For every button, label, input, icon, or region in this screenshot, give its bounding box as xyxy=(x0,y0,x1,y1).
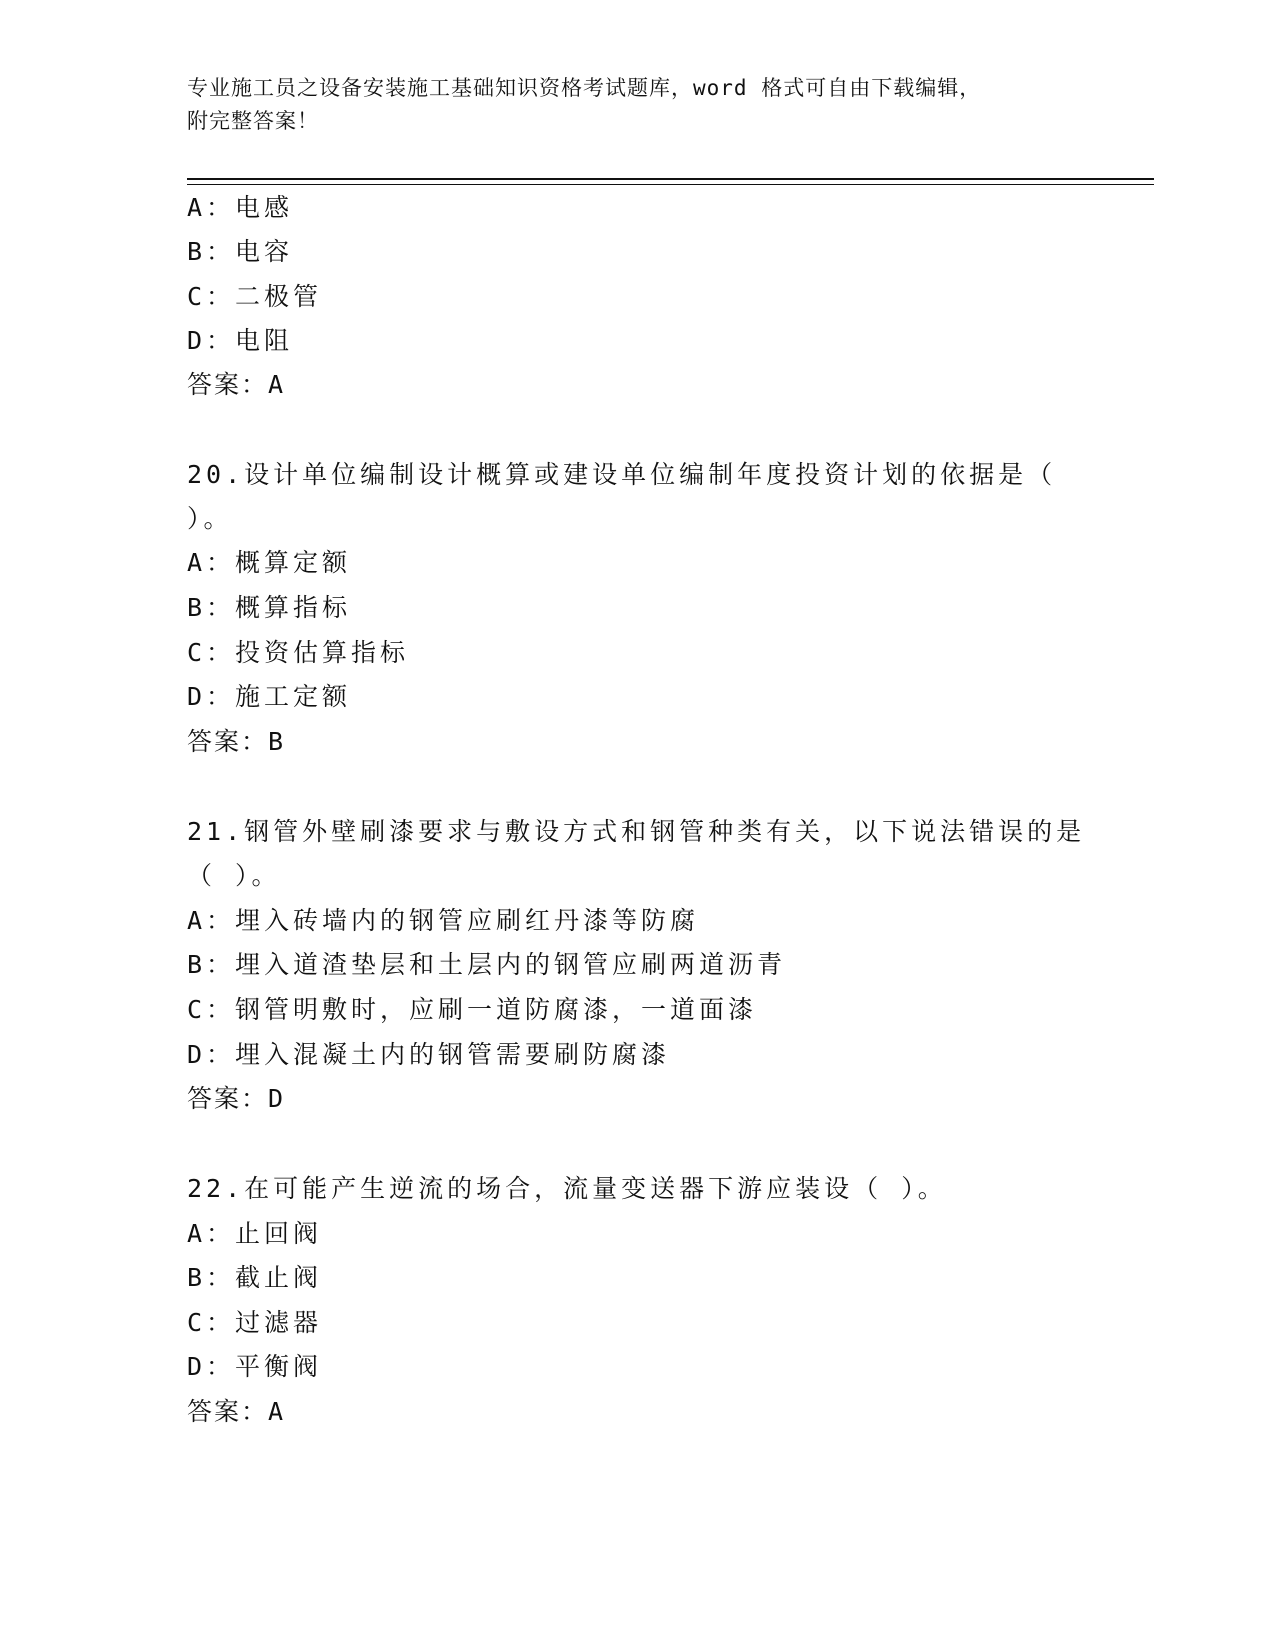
q22-option-b: B：截止阀 xyxy=(187,1263,323,1292)
q19-option-b: B：电容 xyxy=(187,237,294,266)
header-divider-thick xyxy=(187,178,1154,180)
q20-option-c: C：投资估算指标 xyxy=(187,638,410,667)
q20-option-a: A：概算定额 xyxy=(187,548,352,577)
q20-stem-line1: 20.设计单位编制设计概算或建设单位编制年度投资计划的依据是（ xyxy=(187,460,1057,489)
q22-option-c: C：过滤器 xyxy=(187,1308,323,1337)
q19-option-a: A：电感 xyxy=(187,193,294,222)
q21-option-a: A：埋入砖墙内的钢管应刷红丹漆等防腐 xyxy=(187,906,700,935)
q22-stem-line1: 22.在可能产生逆流的场合，流量变送器下游应装设（ ）。 xyxy=(187,1174,947,1203)
document-header: 专业施工员之设备安装施工基础知识资格考试题库，word 格式可自由下载编辑， 附完整答案！ xyxy=(187,76,982,133)
q19-answer: 答案：A xyxy=(187,370,286,399)
q22-option-a: A：止回阀 xyxy=(187,1219,323,1248)
q21-stem-line2: （ ）。 xyxy=(187,861,281,890)
header-divider-thin xyxy=(187,184,1154,185)
q21-stem-line1: 21.钢管外壁刷漆要求与敷设方式和钢管种类有关，以下说法错误的是 xyxy=(187,817,1086,846)
q19-option-d: D：电阻 xyxy=(187,326,294,355)
q21-option-c: C：钢管明敷时，应刷一道防腐漆，一道面漆 xyxy=(187,995,758,1024)
q20-option-d: D：施工定额 xyxy=(187,682,352,711)
q21-answer: 答案：D xyxy=(187,1084,286,1113)
q20-answer: 答案：B xyxy=(187,727,286,756)
q21-option-b: B：埋入道渣垫层和土层内的钢管应刷两道沥青 xyxy=(187,950,787,979)
q21-option-d: D：埋入混凝土内的钢管需要刷防腐漆 xyxy=(187,1040,671,1069)
q22-option-d: D：平衡阀 xyxy=(187,1352,323,1381)
q20-option-b: B：概算指标 xyxy=(187,593,352,622)
q20-stem-line2: ）。 xyxy=(187,504,233,533)
q19-option-c: C：二极管 xyxy=(187,282,323,311)
q22-answer: 答案：A xyxy=(187,1397,286,1426)
